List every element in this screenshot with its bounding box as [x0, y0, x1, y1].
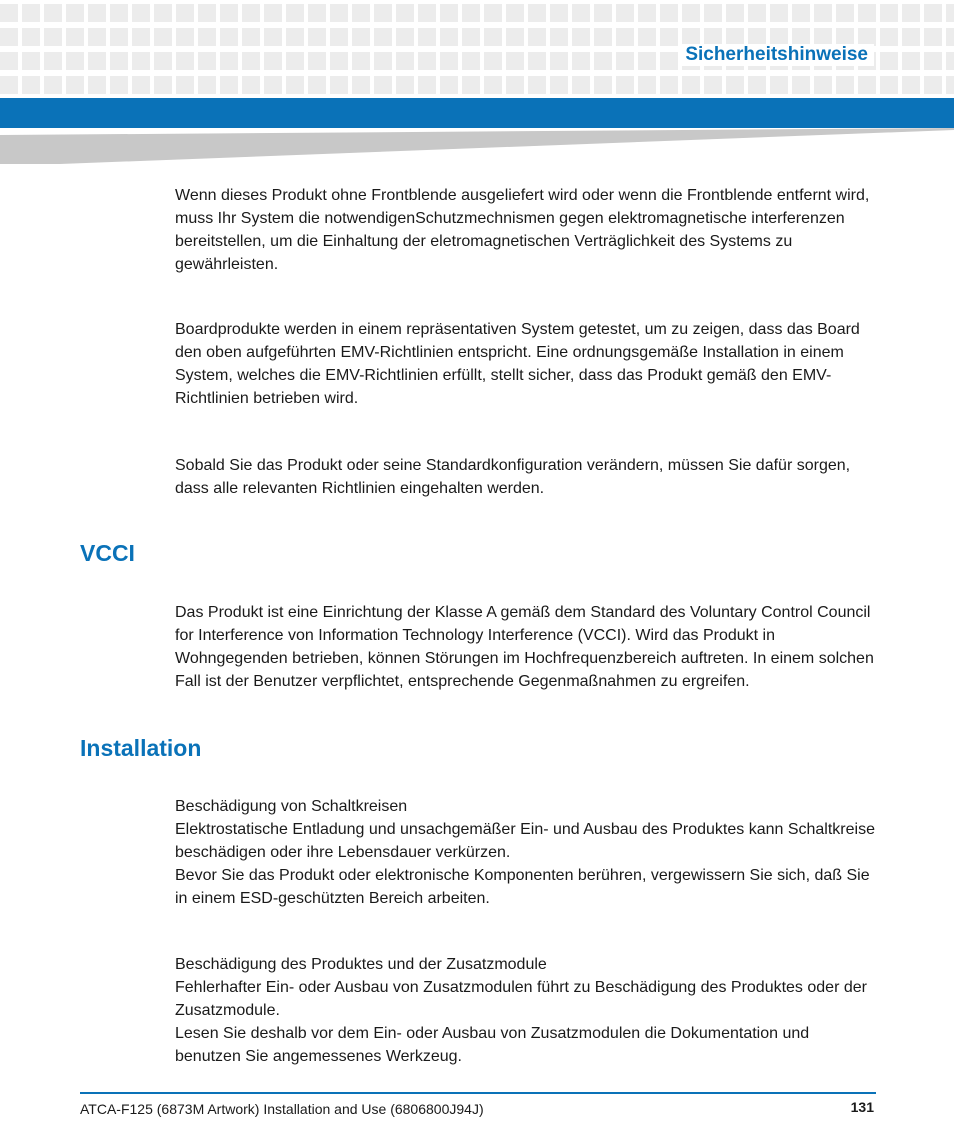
notice-title: Beschädigung des Produktes und der Zusatzmodule — [175, 956, 547, 973]
notice-text: Elektrostatische Entladung und unsachgemäßer Ein- und Ausbau des Produktes kann Schaltkreise beschädigen oder ihre Lebensdauer verkürzen. — [175, 821, 875, 861]
notice-product-damage — [175, 953, 875, 1068]
notice-text: Bevor Sie das Produkt oder elektronische Komponenten berühren, vergewissern Sie sich, daß Sie in einem ESD-geschützten Bereich arbeiten. — [175, 867, 870, 907]
header-grey-wedge — [0, 128, 954, 164]
paragraph-vcci: Das Produkt ist eine Einrichtung der Klasse A gemäß dem Standard des Voluntary Control Council for Interference von Information Technology Interference (VCCI). Wird das Produkt in Wohngegenden betrieben, können Störungen im Hochfrequenzbereich auftreten. In einem solchen Fall ist der Benutzer verpflichtet, entsprechende Gegenmaßnahmen zu ergreifen. — [175, 604, 874, 690]
paragraph-standardkonfiguration: Sobald Sie das Produkt oder seine Standardkonfiguration verändern, müssen Sie dafür sorgen, dass alle relevanten Richtlinien eingehalten werden. — [175, 457, 851, 497]
paragraph-frontblende: Wenn dieses Produkt ohne Frontblende ausgeliefert wird oder wenn die Frontblende entfernt wird, muss Ihr System die notwendigenSchutzmechnismen gegen elektromagnetische interferenzen bereitstellen, um die Einhaltung der eletromagnetischen Verträglichkeit des Systems zu gewährleisten. — [175, 187, 870, 273]
notice-text: Fehlerhafter Ein- oder Ausbau von Zusatzmodulen führt zu Beschädigung des Produktes oder der Zusatzmodule. — [175, 979, 867, 1019]
section-title: Sicherheitshinweise — [679, 44, 874, 66]
footer-document-title: ATCA-F125 (6873M Artwork) Installation and Use (6806800J94J) — [80, 1101, 484, 1117]
notice-circuit-damage — [175, 795, 875, 910]
notice-text: Lesen Sie deshalb vor dem Ein- oder Ausbau von Zusatzmodulen die Dokumentation und benutzen Sie angemessenes Werkzeug. — [175, 1025, 810, 1065]
heading-vcci: VCCI — [80, 540, 135, 566]
notice-title: Beschädigung von Schaltkreisen — [175, 798, 408, 815]
heading-installation: Installation — [80, 735, 202, 761]
page-number: 131 — [850, 1099, 874, 1115]
paragraph-boardprodukte: Boardprodukte werden in einem repräsentativen System getestet, um zu zeigen, dass das Board den oben aufgeführten EMV-Richtlinien entspricht. Eine ordnungsgemäße Installation in einem System, welches die EMV-Richtlinien erfüllt, stellt sicher, dass das Produkt gemäß den EMV-Richtlinien betrieben wird. — [175, 321, 860, 407]
header-blue-band — [0, 98, 954, 128]
footer-rule — [80, 1092, 876, 1094]
